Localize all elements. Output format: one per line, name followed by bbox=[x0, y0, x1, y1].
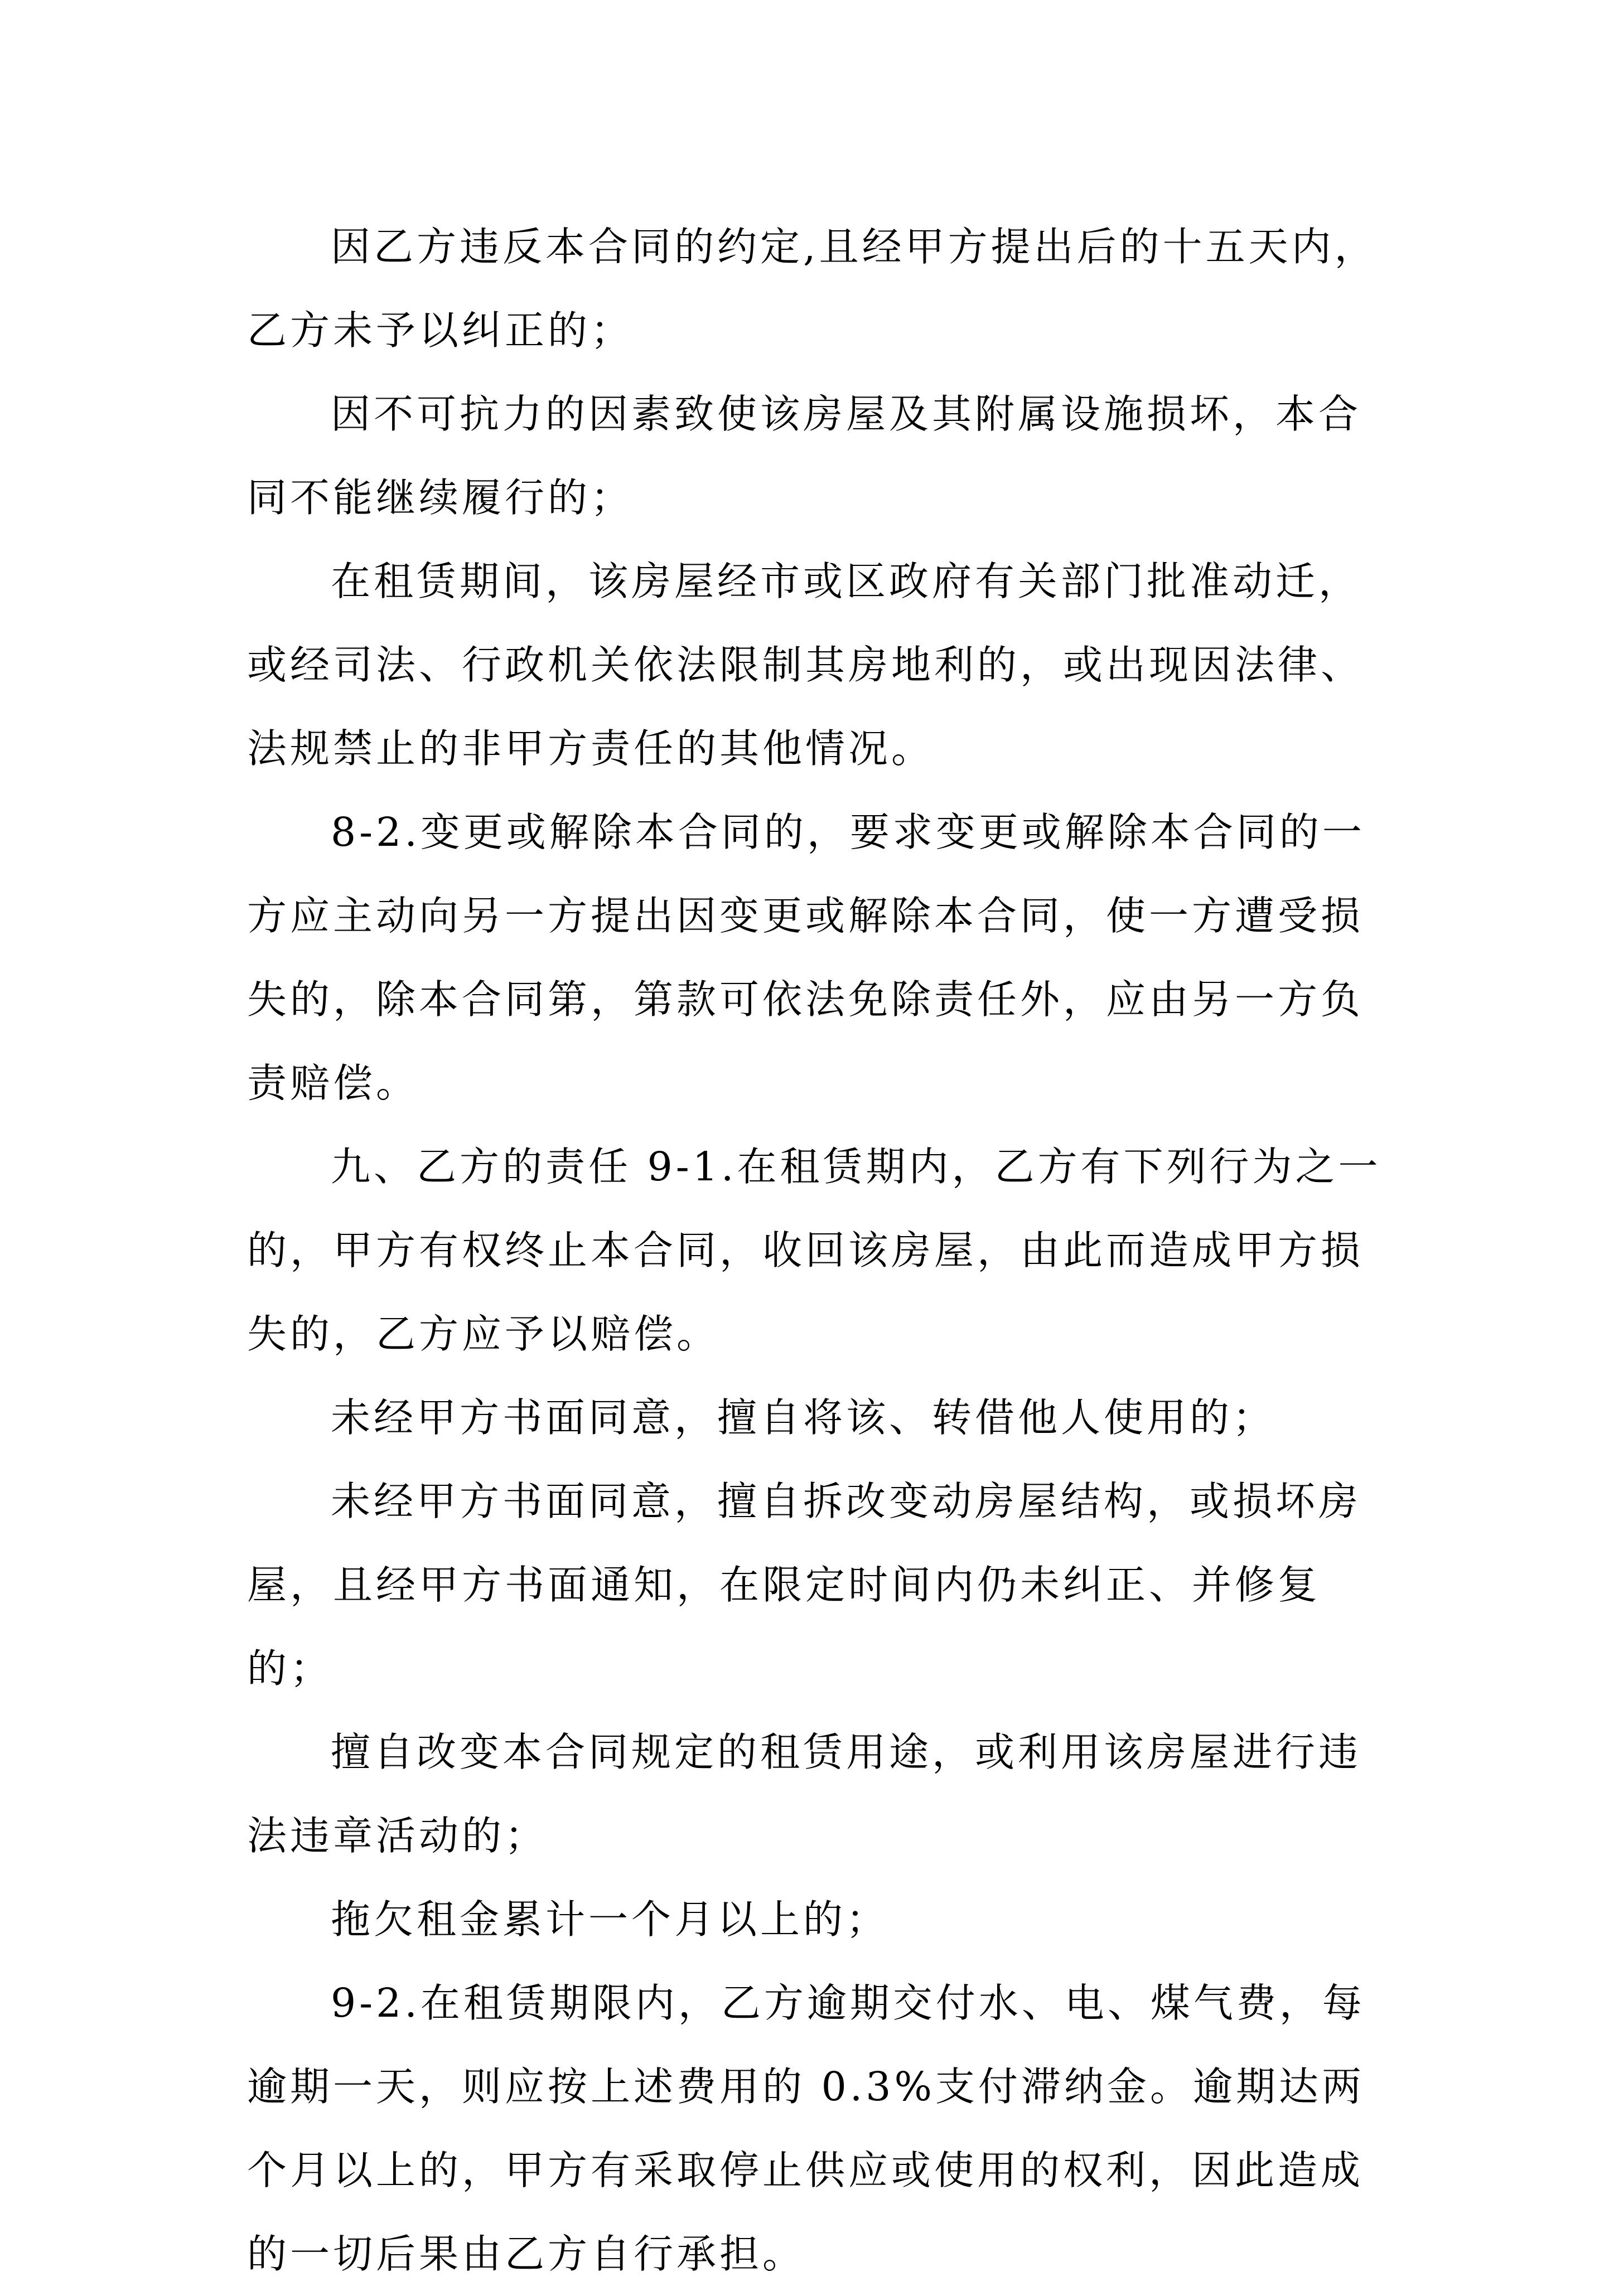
paragraph-breach-uncorrected: 因乙方违反本合同的约定,且经甲方提出后的十五天内，乙方未予以纠正的； bbox=[247, 224, 1378, 353]
paragraph-clause-9-2: 9-2.在租赁期限内，乙方逾期交付水、电、煤气费，每逾期一天，则应按上述费用的 0.3%支付滞纳金。逾期达两个月以上的，甲方有采取停止供应或使用的权利，因此造成的一切后果由乙方自行承担。 bbox=[247, 1980, 1365, 2277]
paragraph-clause-9-1: 九、乙方的责任 9-1.在租赁期内，乙方有下列行为之一的，甲方有权终止本合同，收回该房屋，由此而造成甲方损失的，乙方应予以赔偿。 bbox=[247, 1144, 1381, 1357]
document-body bbox=[247, 205, 1385, 2296]
paragraph-clause-8-2: 8-2.变更或解除本合同的，要求变更或解除本合同的一方应主动向另一方提出因变更或解除本合同，使一方遭受损失的，除本合同第，第款可依法免除责任外，应由另一方负责赔偿。 bbox=[247, 809, 1365, 1106]
paragraph-unauthorized-alteration: 未经甲方书面同意，擅自拆改变动房屋结构，或损坏房屋，且经甲方书面通知，在限定时间内仍未纠正、并修复的； bbox=[247, 1478, 1362, 1692]
paragraph-illegal-use: 擅自改变本合同规定的租赁用途，或利用该房屋进行违法违章活动的； bbox=[247, 1729, 1362, 1859]
paragraph-unauthorized-sublet: 未经甲方书面同意，擅自将该、转借他人使用的； bbox=[331, 1394, 1276, 1441]
paragraph-relocation: 在租赁期间，该房屋经市或区政府有关部门批准动迁，或经司法、行政机关依法限制其房地利的，或出现因法律、法规禁止的非甲方责任的其他情况。 bbox=[247, 558, 1364, 772]
paragraph-rent-arrears: 拖欠租金累计一个月以上的； bbox=[331, 1896, 890, 1943]
paragraph-force-majeure: 因不可抗力的因素致使该房屋及其附属设施损坏，本合同不能继续履行的； bbox=[247, 391, 1362, 521]
